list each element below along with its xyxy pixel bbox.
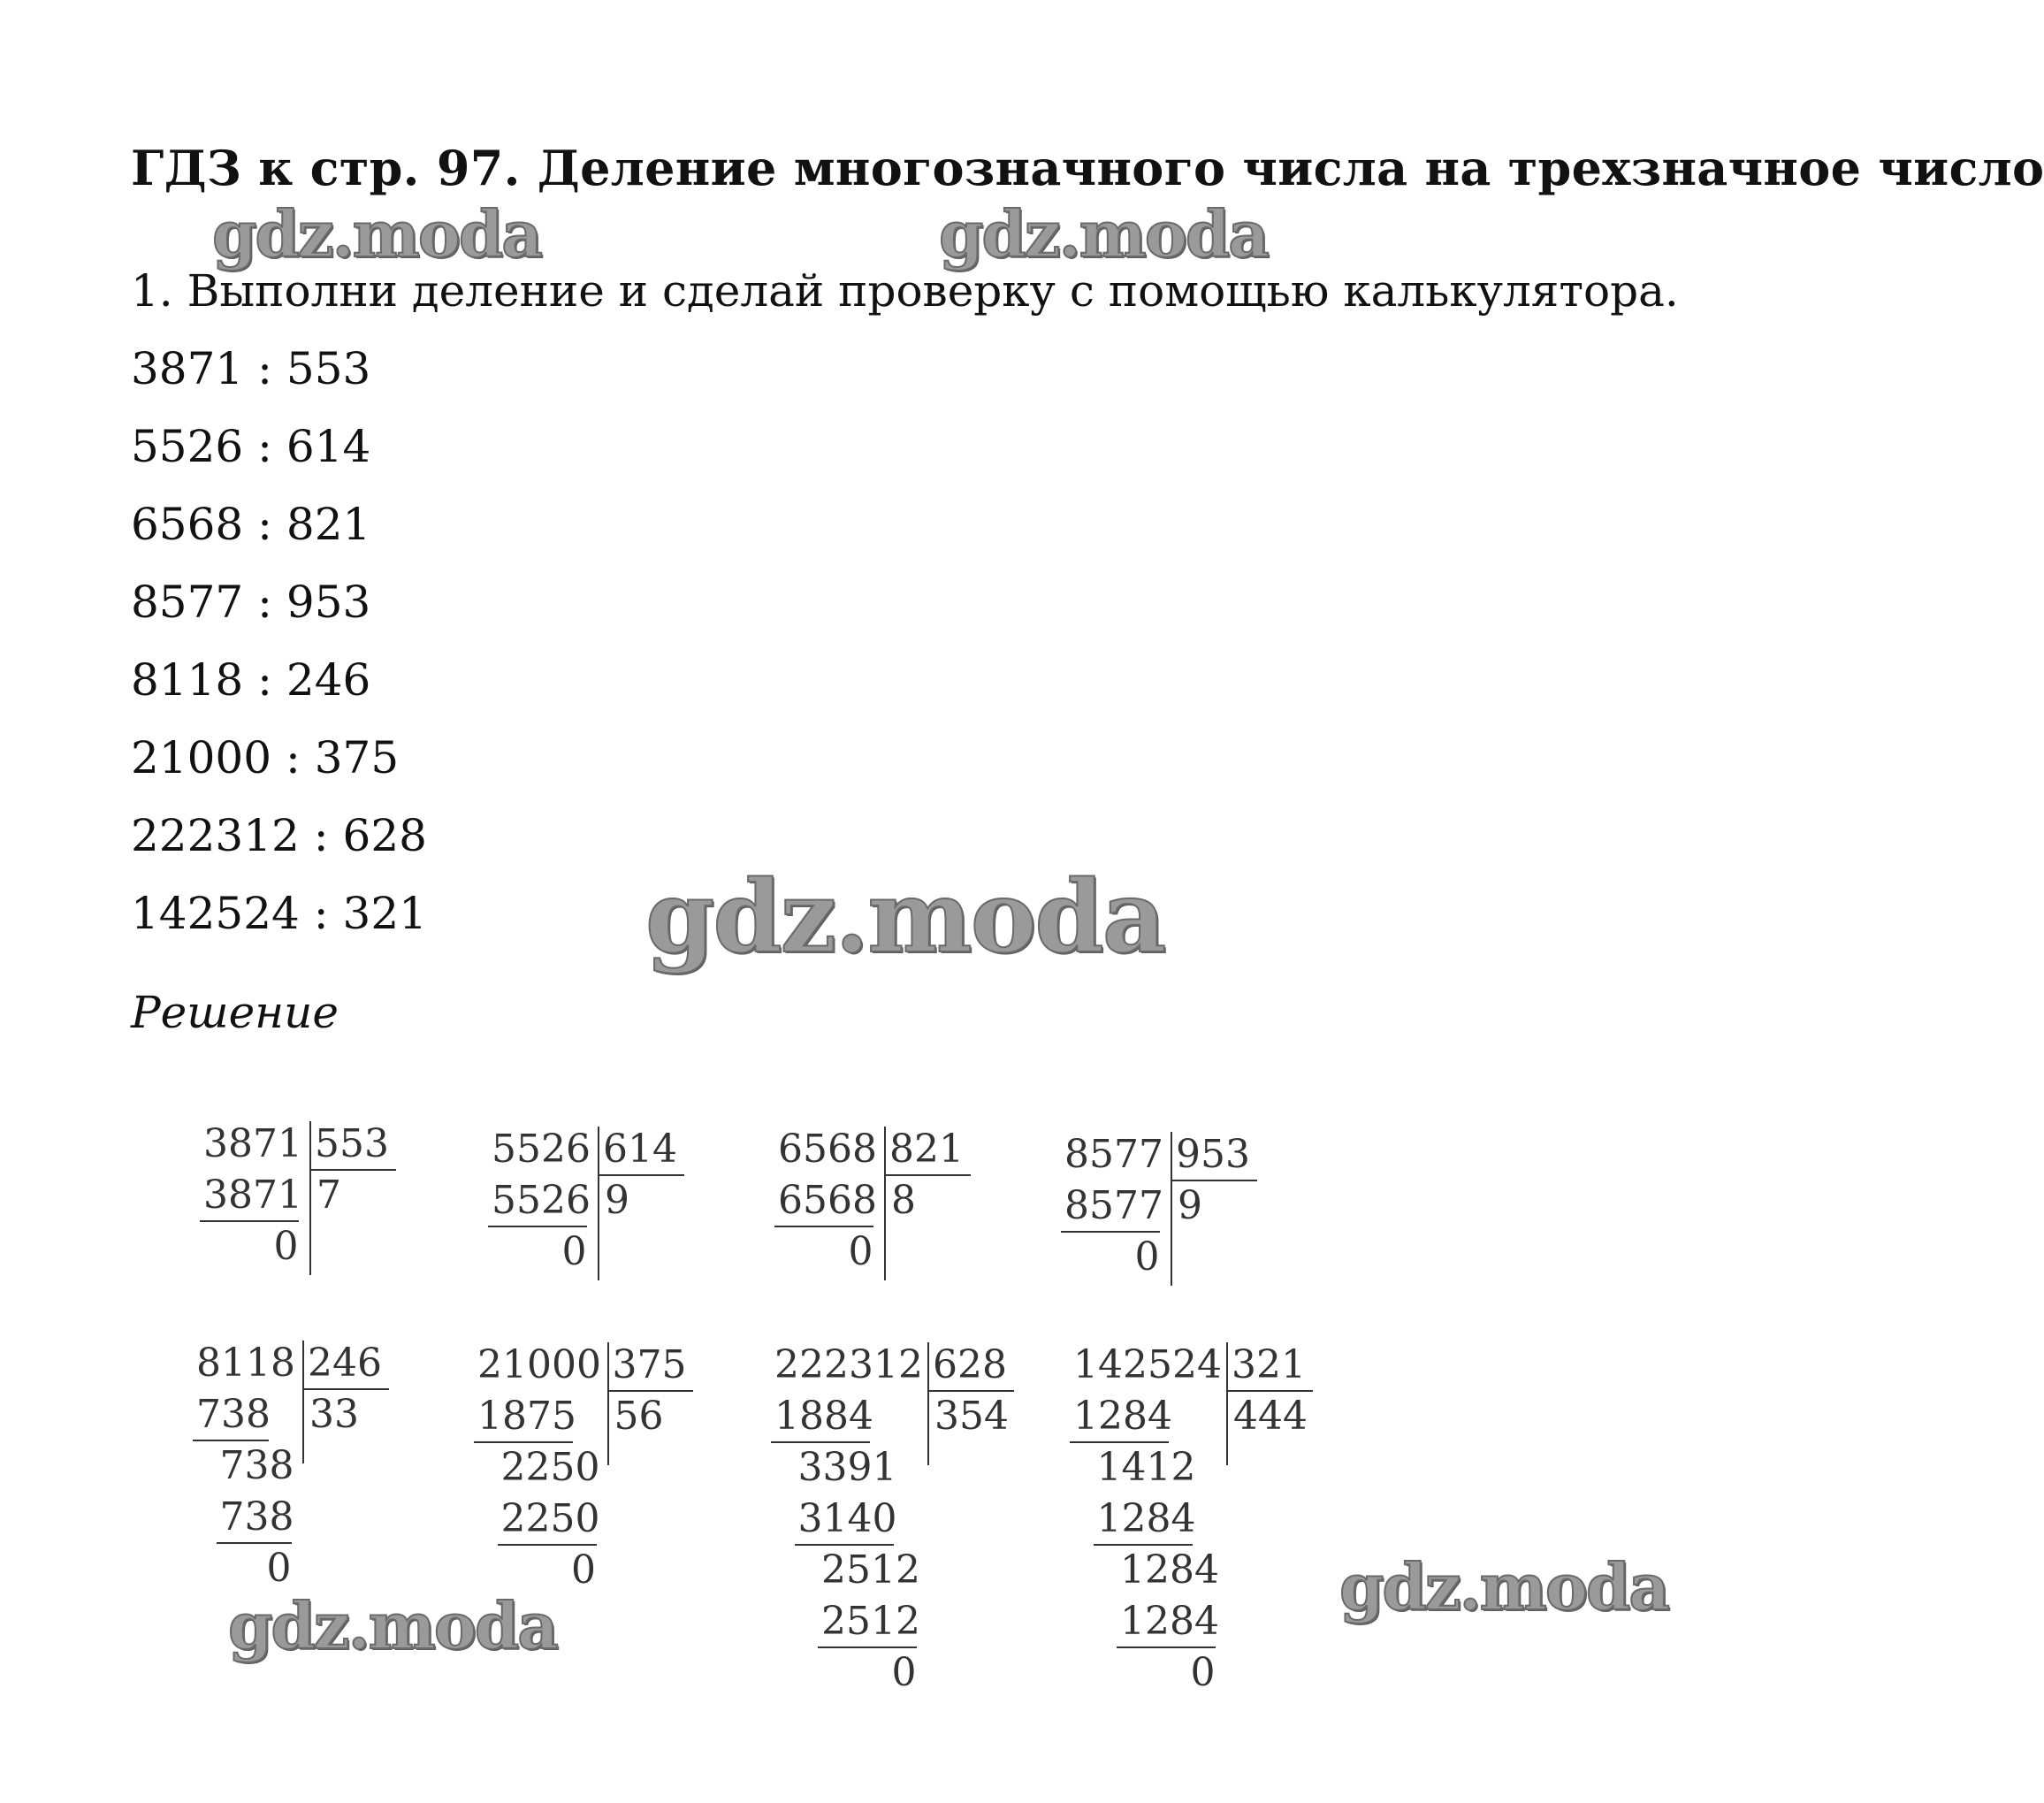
subtrahend: 1884 [774, 1394, 873, 1439]
divisor-underline [598, 1174, 684, 1176]
divisor: 321 [1232, 1342, 1306, 1387]
divisor-underline [927, 1390, 1014, 1392]
quotient: 8 [891, 1178, 916, 1223]
subtrahend: 2512 [821, 1599, 920, 1644]
subtrahend: 738 [196, 1392, 271, 1437]
divisor-underline [607, 1390, 694, 1392]
exercise-item: 222312 : 628 [131, 810, 427, 861]
underline [771, 1441, 870, 1443]
remainder: 0 [571, 1547, 596, 1593]
quotient: 444 [1233, 1394, 1308, 1439]
underline [498, 1544, 597, 1546]
watermark: gdz.moda [645, 859, 1165, 975]
divisor-bar [598, 1127, 599, 1280]
divisor-bar [927, 1342, 929, 1465]
underline [1117, 1646, 1216, 1648]
exercise-item: 3871 : 553 [131, 343, 371, 394]
divisor: 553 [315, 1121, 389, 1166]
underline [474, 1441, 573, 1443]
partial-minuend: 1412 [1096, 1445, 1196, 1490]
underline [1094, 1544, 1193, 1546]
watermark: gdz.moda [939, 196, 1268, 271]
underline [193, 1440, 269, 1441]
subtrahend: 2250 [500, 1496, 600, 1541]
divisor-underline [1171, 1180, 1257, 1181]
quotient: 56 [614, 1394, 664, 1439]
divisor-bar [884, 1127, 886, 1280]
subtrahend: 5526 [492, 1178, 591, 1223]
divisor: 953 [1176, 1132, 1250, 1177]
subtrahend: 6568 [778, 1178, 877, 1223]
subtrahend: 1284 [1073, 1394, 1172, 1439]
task-text: 1. Выполни деление и сделай проверку с помощью калькулятора. [131, 265, 1679, 317]
solution-label: Решение [131, 987, 339, 1038]
dividend: 6568 [778, 1127, 877, 1172]
underline [1061, 1231, 1160, 1233]
watermark: gdz.moda [228, 1588, 557, 1663]
dividend: 21000 [477, 1342, 601, 1387]
subtrahend: 8577 [1064, 1183, 1163, 1228]
partial-minuend: 1284 [1120, 1547, 1219, 1593]
dividend: 222312 [774, 1342, 923, 1387]
subtrahend: 1875 [477, 1394, 576, 1439]
dividend: 8118 [196, 1341, 295, 1386]
exercise-item: 8118 : 246 [131, 654, 371, 706]
subtrahend: 3140 [797, 1496, 897, 1541]
exercise-item: 8577 : 953 [131, 577, 371, 628]
divisor-bar [1226, 1342, 1228, 1465]
subtrahend: 738 [219, 1494, 294, 1539]
remainder: 0 [848, 1229, 873, 1274]
remainder: 0 [1190, 1650, 1216, 1695]
partial-minuend: 3391 [797, 1445, 897, 1490]
divisor-underline [1226, 1390, 1313, 1392]
remainder: 0 [266, 1546, 292, 1591]
remainder: 0 [891, 1650, 917, 1695]
exercise-item: 142524 : 321 [131, 888, 427, 939]
quotient: 7 [317, 1173, 341, 1218]
divisor-bar [1171, 1132, 1172, 1286]
page-title: ГДЗ к стр. 97. Деление многозначного числа на трехзначное число [131, 140, 2044, 196]
underline [488, 1226, 587, 1227]
divisor-bar [607, 1342, 609, 1465]
exercise-item: 5526 : 614 [131, 421, 371, 472]
underline [217, 1542, 293, 1544]
subtrahend: 3871 [203, 1173, 302, 1218]
quotient: 354 [934, 1394, 1009, 1439]
partial-minuend: 738 [219, 1443, 294, 1488]
divisor: 375 [612, 1342, 687, 1387]
divisor: 628 [933, 1342, 1007, 1387]
remainder: 0 [1134, 1234, 1160, 1280]
subtrahend: 1284 [1120, 1599, 1219, 1644]
quotient: 9 [605, 1178, 629, 1223]
underline [774, 1226, 873, 1227]
dividend: 8577 [1064, 1132, 1163, 1177]
underline [795, 1544, 894, 1546]
underline [818, 1646, 917, 1648]
watermark: gdz.moda [212, 196, 541, 271]
exercise-item: 6568 : 821 [131, 499, 371, 550]
divisor-underline [309, 1169, 396, 1171]
remainder: 0 [561, 1229, 587, 1274]
quotient: 33 [309, 1392, 359, 1437]
dividend: 3871 [203, 1121, 302, 1166]
underline [200, 1220, 299, 1222]
divisor-underline [884, 1174, 971, 1176]
divisor-bar [302, 1341, 304, 1463]
subtrahend: 1284 [1096, 1496, 1196, 1541]
watermark: gdz.moda [1339, 1549, 1668, 1624]
divisor: 614 [603, 1127, 677, 1172]
divisor-underline [302, 1388, 389, 1390]
dividend: 142524 [1073, 1342, 1222, 1387]
dividend: 5526 [492, 1127, 591, 1172]
divisor-bar [309, 1121, 311, 1275]
exercise-item: 21000 : 375 [131, 732, 400, 783]
underline [1070, 1441, 1169, 1443]
remainder: 0 [273, 1224, 299, 1269]
divisor: 821 [889, 1127, 964, 1172]
partial-minuend: 2512 [821, 1547, 920, 1593]
quotient: 9 [1178, 1183, 1202, 1228]
divisor: 246 [308, 1341, 382, 1386]
partial-minuend: 2250 [500, 1445, 600, 1490]
